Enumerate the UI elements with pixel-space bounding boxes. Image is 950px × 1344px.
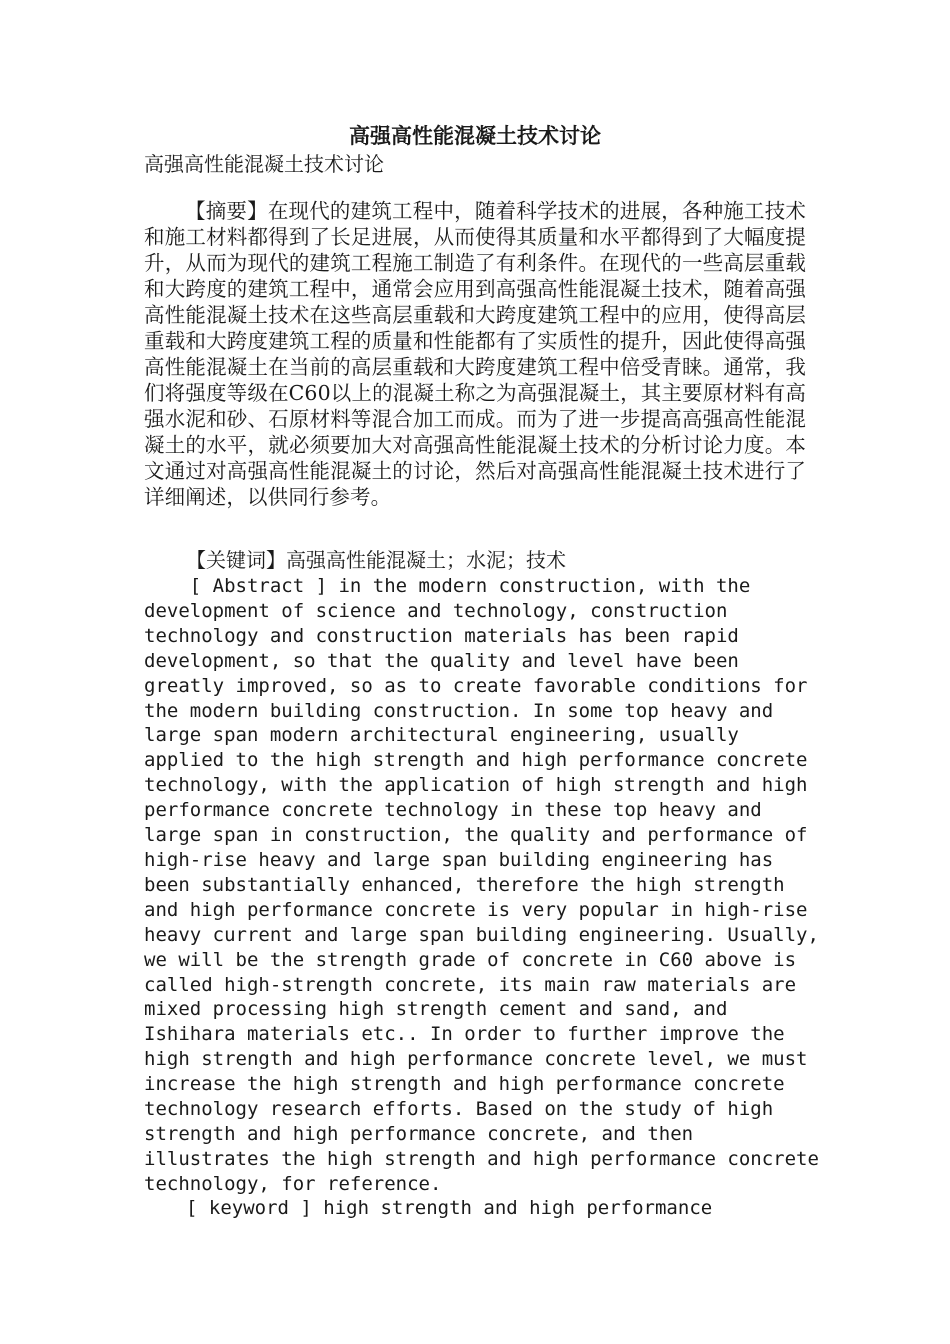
chinese-abstract: 【摘要】在现代的建筑工程中，随着科学技术的进展，各种施工技术和施工材料都得到了长足进展，从而使得其质量和水平都得到了大幅度提升，从而为现代的建筑工程施工制造了有利条件。在现代的一些高层重载和大跨度的建筑工程中，通常会应用到高强高性能混凝土技术，随着高强高性能混凝土技术在这些高层重载和大跨度建筑工程中的应用，使得高层重载和大跨度建筑工程的质量和性能都有了实质性的提升，因此使得高强高性能混凝土在当前的高层重载和大跨度建筑工程中倍受青睐。通常，我们将强度等级在C60以上的混凝土称之为高强混凝土，其主要原材料有高强水泥和砂、石原材料等混合加工而成。而为了进一步提高高强高性能混凝土的水平，就必须要加大对高强高性能混凝土技术的分析讨论力度。本文通过对高强高性能混凝土的讨论，然后对高强高性能混凝土技术进行了详细阐述，以供同行参考。 bbox=[144, 199, 806, 509]
document-subtitle: 高强高性能混凝土技术讨论 bbox=[144, 152, 384, 176]
document-title: 高强高性能混凝土技术讨论 bbox=[349, 123, 601, 148]
chinese-keywords: 【关键词】高强高性能混凝土；水泥；技术 bbox=[186, 548, 566, 572]
english-abstract: [ Abstract ] in the modern construction, with the development of science and technology, construction technology and construction materials has been rapid development, so that the quality and level have been greatly improved, so as to create favorable conditions for the modern building construction. In some top heavy and large span modern architectural engineering, usually applied to the high strength and high performance concrete technology, with the application of high strength and high performance concrete technology in these top heavy and large span in construction, the quality and performance of high-rise heavy and large span building engineering has been substantially enhanced, therefore the high strength and high performance concrete is very popular in high-rise heavy current and large span building engineering. Usually, we will be the strength grade of concrete in C60 above is called high-strength concrete, its main raw materials are mixed processing high strength cement and sand, and Ishihara materials etc.. In order to further improve the high strength and high performance concrete level, we must increase the high strength and high performance concrete technology research efforts. Based on the study of high strength and high performance concrete, and then illustrates the high strength and high performance concrete technology, for reference. bbox=[144, 575, 819, 1195]
english-keywords: [ keyword ] high strength and high performance bbox=[186, 1197, 713, 1219]
